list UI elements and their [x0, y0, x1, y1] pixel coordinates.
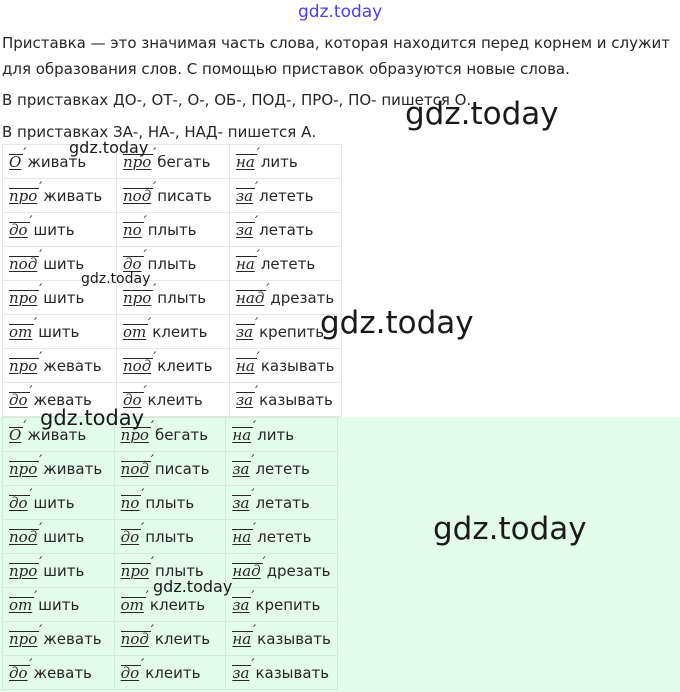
word	[236, 221, 313, 239]
word	[9, 664, 92, 682]
prefix: про ˊ	[123, 153, 153, 171]
table-row	[3, 247, 342, 281]
word-cell	[3, 179, 117, 213]
word-root: писать	[154, 460, 210, 478]
word	[9, 221, 75, 239]
word-cell	[3, 486, 115, 520]
word-cell	[230, 145, 342, 179]
intro-rule-a: В приставках ЗА-, НА-, НАД- пишется А.	[2, 123, 317, 141]
table-row	[3, 486, 338, 520]
word-root: дрезать	[266, 562, 331, 580]
watermark: gdz.today	[69, 138, 149, 157]
word-cell	[230, 247, 342, 281]
word-root: казывать	[260, 357, 335, 375]
word-root: шить	[43, 289, 85, 307]
word-root: шить	[43, 255, 85, 273]
prefix: про ˊ	[9, 357, 39, 375]
table-row	[3, 349, 342, 383]
word-root: бегать	[154, 426, 209, 444]
watermark: gdz.today	[320, 305, 474, 341]
word	[232, 460, 310, 478]
word	[121, 630, 210, 648]
word	[9, 460, 102, 478]
word	[123, 323, 207, 341]
word	[9, 289, 84, 307]
prefix: от ˊ	[121, 596, 146, 614]
word	[236, 391, 333, 409]
prefix: под ˊ	[121, 460, 151, 478]
prefix: до ˊ	[9, 664, 30, 682]
word-root: плыть	[154, 562, 204, 580]
word-cell	[230, 179, 342, 213]
prefix: про ˊ	[9, 187, 39, 205]
word	[121, 494, 195, 512]
word	[232, 664, 329, 682]
word	[9, 323, 79, 341]
prefix: О ˊ	[9, 426, 23, 444]
word-root: живать	[43, 460, 103, 478]
word-cell	[226, 622, 338, 656]
word-root: лететь	[257, 528, 312, 546]
word-root: плыть	[157, 289, 207, 307]
watermark-top: gdz.today	[298, 2, 383, 22]
prefix: от ˊ	[9, 596, 34, 614]
word-cell	[3, 349, 117, 383]
word-root: крепить	[259, 323, 325, 341]
watermark: gdz.today	[81, 271, 151, 287]
prefix: до ˊ	[121, 528, 142, 546]
table-row	[3, 315, 342, 349]
word-root: шить	[38, 596, 80, 614]
prefix: про ˊ	[123, 289, 153, 307]
word-root: живать	[27, 426, 87, 444]
prefix: за ˊ	[232, 664, 251, 682]
word-root: плыть	[147, 221, 197, 239]
word-cell	[114, 656, 226, 690]
table-row	[3, 145, 342, 179]
table-row	[3, 520, 338, 554]
word-cell	[114, 486, 226, 520]
word-cell	[114, 520, 226, 554]
prefix: от ˊ	[9, 323, 34, 341]
word-cell	[3, 554, 115, 588]
prefix-table-1	[2, 144, 342, 417]
prefix: над ˊ	[236, 289, 266, 307]
prefix: про ˊ	[9, 630, 39, 648]
word-root: шить	[43, 562, 85, 580]
prefix: под ˊ	[123, 187, 153, 205]
prefix: про ˊ	[121, 426, 151, 444]
word-cell	[3, 656, 115, 690]
word-root: клеить	[145, 664, 201, 682]
word-root: жевать	[33, 664, 92, 682]
word	[123, 221, 197, 239]
prefix: О ˊ	[9, 153, 23, 171]
word	[121, 460, 210, 478]
table-row	[3, 213, 342, 247]
prefix-table-2-body	[3, 418, 338, 690]
word	[121, 528, 194, 546]
prefix: на ˊ	[232, 630, 253, 648]
word-root: плыть	[145, 494, 195, 512]
word-root: бегать	[157, 153, 211, 171]
word-root: летать	[255, 494, 310, 512]
word-root: клеить	[152, 323, 208, 341]
prefix: за ˊ	[232, 596, 251, 614]
prefix: под ˊ	[123, 357, 153, 375]
word-root: жевать	[43, 357, 102, 375]
word-cell	[226, 418, 338, 452]
watermark: gdz.today	[405, 96, 559, 132]
word-root: живать	[27, 153, 87, 171]
word-cell	[3, 520, 115, 554]
word-root: дрезать	[270, 289, 335, 307]
word	[236, 187, 314, 205]
word	[9, 562, 84, 580]
word	[121, 596, 205, 614]
word-cell	[114, 622, 226, 656]
word-root: лить	[257, 426, 295, 444]
prefix: про ˊ	[9, 460, 39, 478]
word-cell	[226, 486, 338, 520]
word-cell	[3, 315, 117, 349]
word-cell	[117, 315, 230, 349]
word-root: крепить	[255, 596, 321, 614]
prefix: над ˊ	[232, 562, 262, 580]
intro-rule-o: В приставках ДО-, ОТ-, О-, ОБ-, ПОД-, ПРО-, ПО- пишется О.	[2, 91, 472, 109]
word-root: казывать	[257, 630, 331, 648]
word-root: казывать	[259, 391, 333, 409]
word-cell	[230, 383, 342, 417]
table-row	[3, 452, 338, 486]
prefix: на ˊ	[236, 255, 257, 273]
word-root: лететь	[260, 255, 316, 273]
word-cell	[3, 213, 117, 247]
prefix: за ˊ	[232, 494, 251, 512]
prefix: на ˊ	[236, 153, 257, 171]
watermark: gdz.today	[433, 511, 587, 547]
word	[236, 153, 298, 171]
word	[232, 426, 294, 444]
word	[232, 596, 320, 614]
word-root: шить	[33, 221, 75, 239]
word	[232, 630, 331, 648]
word-root: шить	[43, 528, 85, 546]
word-cell	[117, 213, 230, 247]
word	[232, 562, 330, 580]
green-answer-band	[0, 417, 680, 692]
prefix-table-1-body	[3, 145, 342, 417]
word-cell	[226, 520, 338, 554]
word-root: клеить	[154, 630, 211, 648]
word-cell	[3, 622, 115, 656]
word-cell	[230, 349, 342, 383]
word	[236, 357, 335, 375]
table-row	[3, 656, 338, 690]
prefix: за ˊ	[232, 460, 251, 478]
word	[232, 528, 311, 546]
prefix: до ˊ	[9, 221, 30, 239]
word-root: лететь	[259, 187, 314, 205]
prefix: по ˊ	[121, 494, 142, 512]
prefix: про ˊ	[9, 562, 39, 580]
prefix: за ˊ	[236, 221, 255, 239]
prefix: до ˊ	[123, 255, 144, 273]
prefix: за ˊ	[236, 323, 255, 341]
word-root: казывать	[255, 664, 330, 682]
word-root: клеить	[147, 391, 203, 409]
word-cell	[114, 452, 226, 486]
prefix: по ˊ	[123, 221, 144, 239]
prefix: на ˊ	[236, 357, 257, 375]
word-root: клеить	[149, 596, 206, 614]
prefix: до ˊ	[121, 664, 142, 682]
prefix: про ˊ	[121, 562, 151, 580]
word	[9, 528, 84, 546]
word	[9, 255, 84, 273]
table-row	[3, 622, 338, 656]
prefix: до ˊ	[9, 391, 30, 409]
word-root: лить	[260, 153, 298, 171]
word-cell	[117, 179, 230, 213]
prefix: под ˊ	[9, 255, 39, 273]
prefix: за ˊ	[236, 187, 255, 205]
prefix: под ˊ	[121, 630, 151, 648]
word	[236, 323, 324, 341]
word	[9, 187, 102, 205]
prefix: про ˊ	[9, 289, 39, 307]
word-root: жевать	[43, 630, 102, 648]
word	[123, 289, 206, 307]
table-row	[3, 281, 342, 315]
word	[236, 255, 315, 273]
word	[232, 494, 309, 512]
word-root: клеить	[157, 357, 213, 375]
word-cell	[117, 349, 230, 383]
prefix: на ˊ	[232, 426, 253, 444]
word-cell	[226, 656, 338, 690]
word-cell	[3, 452, 115, 486]
watermark: gdz.today	[40, 406, 145, 430]
prefix-table-2	[2, 417, 338, 690]
prefix: до ˊ	[123, 391, 144, 409]
prefix: под ˊ	[9, 528, 39, 546]
word	[121, 664, 201, 682]
word-root: плыть	[145, 528, 195, 546]
intro-definition: Приставка — это значимая часть слова, которая находится перед корнем и служит для образования слов. С помощью приставок образуются новые слова.	[2, 34, 671, 78]
word-cell	[226, 452, 338, 486]
word-root: живать	[43, 187, 103, 205]
word-cell	[3, 588, 115, 622]
word-cell	[230, 213, 342, 247]
table-row	[3, 179, 342, 213]
word-root: шить	[33, 494, 75, 512]
word-cell	[226, 554, 338, 588]
prefix: до ˊ	[9, 494, 30, 512]
word-root: лететь	[255, 460, 310, 478]
word-root: шить	[38, 323, 80, 341]
prefix: на ˊ	[232, 528, 253, 546]
word-root: писать	[157, 187, 212, 205]
word-root: плыть	[147, 255, 197, 273]
prefix: от ˊ	[123, 323, 148, 341]
word	[123, 187, 212, 205]
word-root: жевать	[33, 391, 92, 409]
word	[9, 494, 75, 512]
word-root: летать	[259, 221, 314, 239]
word-cell	[226, 588, 338, 622]
word	[9, 630, 102, 648]
word	[9, 596, 79, 614]
word	[123, 357, 212, 375]
prefix: за ˊ	[236, 391, 255, 409]
word	[9, 357, 102, 375]
watermark: gdz.today	[153, 577, 233, 596]
